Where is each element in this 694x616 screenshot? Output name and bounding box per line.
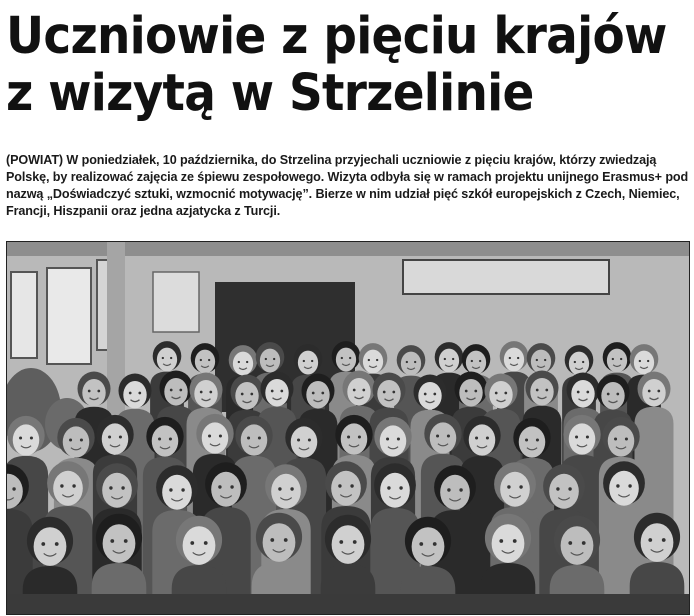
person-eye — [568, 541, 572, 545]
person-face — [162, 475, 192, 510]
person-eye — [97, 390, 100, 393]
person-eye — [169, 437, 172, 440]
person-face — [571, 380, 594, 408]
group-photo-icon — [7, 242, 689, 614]
person-face — [642, 379, 665, 407]
person-face — [634, 351, 654, 375]
person-eye — [108, 435, 111, 438]
person-eye — [625, 437, 628, 440]
person-face — [380, 473, 410, 508]
person-eye — [162, 357, 164, 359]
person-face — [260, 349, 280, 373]
person-eye — [250, 393, 253, 396]
person-face — [363, 350, 383, 374]
person-eye — [278, 487, 281, 490]
pillar-left — [107, 242, 125, 432]
person-eye — [218, 485, 221, 488]
person-face — [102, 423, 129, 454]
ground — [7, 594, 689, 614]
person-face — [607, 349, 627, 373]
person-face — [531, 350, 551, 374]
person-eye — [662, 538, 666, 542]
person-eye — [499, 539, 503, 543]
person-face — [500, 472, 530, 507]
person-face — [53, 471, 83, 506]
person-eye — [284, 538, 288, 542]
person-eye — [509, 357, 511, 359]
person-eye — [280, 390, 283, 393]
person-eye — [246, 361, 248, 363]
person-eye — [247, 436, 250, 439]
person-eye — [358, 435, 361, 438]
person-eye — [471, 360, 473, 362]
person-eye — [465, 390, 468, 393]
person-eye — [447, 434, 450, 437]
person-eye — [536, 359, 538, 361]
person-eye — [312, 392, 315, 395]
person-face — [331, 471, 361, 506]
person-eye — [138, 392, 141, 395]
person-face — [298, 351, 318, 375]
person-face — [439, 349, 459, 373]
person-face — [380, 425, 407, 456]
person-face — [13, 424, 40, 455]
person-eye — [208, 434, 211, 437]
person-eye — [495, 392, 498, 395]
person-face — [609, 471, 639, 506]
person-eye — [30, 436, 33, 439]
person-eye — [575, 435, 578, 438]
person-face — [183, 526, 216, 565]
person-face — [306, 381, 329, 409]
person-face — [608, 425, 635, 456]
person-eye — [424, 393, 427, 396]
person-eye — [452, 358, 454, 360]
person-eye — [444, 358, 446, 360]
people-group — [7, 341, 684, 614]
person-eye — [504, 392, 507, 395]
person-face — [34, 527, 67, 566]
person-eye — [158, 437, 161, 440]
person-eye — [459, 488, 462, 491]
person-eye — [271, 390, 274, 393]
person-eye — [200, 391, 203, 394]
person-eye — [436, 434, 439, 437]
person-eye — [513, 539, 517, 543]
person-eye — [648, 390, 651, 393]
person-eye — [507, 485, 510, 488]
person-eye — [349, 357, 351, 359]
person-face — [561, 526, 594, 565]
person-eye — [270, 538, 274, 542]
person-face — [489, 381, 512, 409]
person-eye — [12, 487, 15, 490]
person-eye — [607, 393, 610, 396]
person-eye — [230, 485, 233, 488]
person-eye — [121, 486, 124, 489]
person-face — [291, 426, 318, 457]
person-eye — [582, 361, 584, 363]
window-left-2 — [47, 268, 91, 364]
person-eye — [19, 436, 22, 439]
person-eye — [311, 360, 313, 362]
person-eye — [339, 540, 343, 544]
person-eye — [639, 360, 641, 362]
person-face — [102, 473, 132, 508]
person-eye — [517, 357, 519, 359]
headline-line-1: Uczniowie z pięciu krajów — [6, 7, 667, 66]
person-face — [347, 378, 370, 406]
person-face — [430, 422, 457, 453]
headline — [6, 7, 667, 123]
person-eye — [204, 541, 208, 545]
person-eye — [582, 541, 586, 545]
person-eye — [353, 389, 356, 392]
person-face — [377, 380, 400, 408]
person-eye — [406, 361, 408, 363]
person-eye — [179, 389, 182, 392]
person-eye — [486, 436, 489, 439]
person-face — [336, 348, 356, 372]
person-eye — [577, 391, 580, 394]
person-eye — [612, 358, 614, 360]
person-eye — [419, 542, 423, 546]
person-face — [341, 423, 368, 454]
person-face — [504, 348, 524, 372]
person-face — [401, 352, 421, 376]
person-eye — [647, 360, 649, 362]
person-eye — [308, 438, 311, 441]
person-eye — [190, 541, 194, 545]
person-eye — [586, 391, 589, 394]
window-right — [403, 260, 609, 294]
person-eye — [368, 359, 370, 361]
person-eye — [41, 542, 45, 546]
person-eye — [383, 391, 386, 394]
person-eye — [545, 389, 548, 392]
person-face — [459, 379, 482, 407]
person-eye — [376, 359, 378, 361]
person-eye — [219, 434, 222, 437]
person-eye — [556, 487, 559, 490]
person-face — [195, 350, 215, 374]
person-eye — [119, 435, 122, 438]
person-eye — [475, 436, 478, 439]
person-eye — [574, 361, 576, 363]
person-eye — [447, 488, 450, 491]
lead-paragraph: (POWIAT) W poniedziałek, 10 października, do Strzelina przyjechali uczniowie z pięciu krajów, którzy zwiedzają Polskę, by realizować zajęcia ze śpiewu zespołowego. Wizyta odbyła się w ramach projektu unijnego Erasmus+ pod nazwą „Doświadczyć sztuki, wzmocnić motywację”. Bierze w nim udział pięć szkół europejskich z Czech, Niemiec, Francji, Hiszpanii oraz jedna azjatycka z Turcji. — [6, 153, 689, 218]
person-eye — [525, 438, 528, 441]
person-eye — [474, 390, 477, 393]
person-face — [332, 525, 365, 564]
person-eye — [536, 438, 539, 441]
person-eye — [55, 542, 59, 546]
sign-plaque — [153, 272, 199, 332]
person-eye — [170, 389, 173, 392]
person-face — [469, 424, 496, 455]
person-eye — [536, 389, 539, 392]
person-face — [164, 378, 187, 406]
person-eye — [433, 393, 436, 396]
person-eye — [200, 359, 202, 361]
person-eye — [60, 484, 63, 487]
person-face — [530, 378, 553, 406]
person-eye — [109, 486, 112, 489]
person-eye — [124, 539, 128, 543]
person-face — [194, 380, 217, 408]
person-eye — [544, 359, 546, 361]
person-face — [263, 523, 296, 562]
person-eye — [265, 358, 267, 360]
person-face — [492, 524, 525, 563]
person-eye — [303, 360, 305, 362]
window-left — [11, 272, 37, 358]
person-face — [63, 426, 90, 457]
person-eye — [397, 437, 400, 440]
person-face — [440, 475, 470, 510]
person-face — [211, 472, 241, 507]
person-eye — [321, 392, 324, 395]
person-face — [271, 474, 301, 509]
person-eye — [657, 390, 660, 393]
person-face — [519, 426, 546, 457]
person-eye — [273, 358, 275, 360]
person-eye — [614, 437, 617, 440]
person-eye — [648, 538, 652, 542]
person-eye — [347, 435, 350, 438]
person-face — [569, 352, 589, 376]
person-eye — [386, 437, 389, 440]
person-eye — [209, 391, 212, 394]
person-eye — [297, 438, 300, 441]
person-eye — [433, 542, 437, 546]
person-face — [82, 379, 105, 407]
person-eye — [341, 357, 343, 359]
person-eye — [110, 539, 114, 543]
person-eye — [353, 540, 357, 544]
person-face — [235, 382, 258, 410]
person-eye — [208, 359, 210, 361]
person-face — [466, 351, 486, 375]
person-eye — [387, 486, 390, 489]
person-eye — [290, 487, 293, 490]
person-face — [152, 425, 179, 456]
person-face — [265, 379, 288, 407]
person-eye — [258, 436, 261, 439]
person-face — [157, 348, 177, 372]
person-eye — [238, 361, 240, 363]
person-face — [202, 422, 229, 453]
person-eye — [241, 393, 244, 396]
person-eye — [350, 484, 353, 487]
person-face — [123, 381, 146, 409]
person-face — [103, 524, 136, 563]
person-eye — [628, 484, 631, 487]
person-eye — [586, 435, 589, 438]
person-eye — [69, 438, 72, 441]
person-eye — [568, 487, 571, 490]
person-face — [233, 352, 253, 376]
person-face — [241, 424, 268, 455]
person-face — [641, 523, 674, 562]
person-eye — [399, 486, 402, 489]
group-photo — [6, 241, 690, 615]
person-eye — [170, 357, 172, 359]
person-face — [412, 527, 445, 566]
person-eye — [72, 484, 75, 487]
headline-line-2: z wizytą w Strzelinie — [6, 64, 534, 123]
person-face — [601, 382, 624, 410]
person-eye — [80, 438, 83, 441]
person-eye — [620, 358, 622, 360]
person-face — [549, 474, 579, 509]
person-eye — [392, 391, 395, 394]
person-eye — [338, 484, 341, 487]
person-eye — [414, 361, 416, 363]
person-eye — [129, 392, 132, 395]
person-eye — [616, 484, 619, 487]
person-eye — [616, 393, 619, 396]
person-eye — [519, 485, 522, 488]
person-eye — [88, 390, 91, 393]
person-face — [569, 423, 596, 454]
person-eye — [479, 360, 481, 362]
person-eye — [362, 389, 365, 392]
person-eye — [181, 488, 184, 491]
person-eye — [169, 488, 172, 491]
person-face — [418, 382, 441, 410]
